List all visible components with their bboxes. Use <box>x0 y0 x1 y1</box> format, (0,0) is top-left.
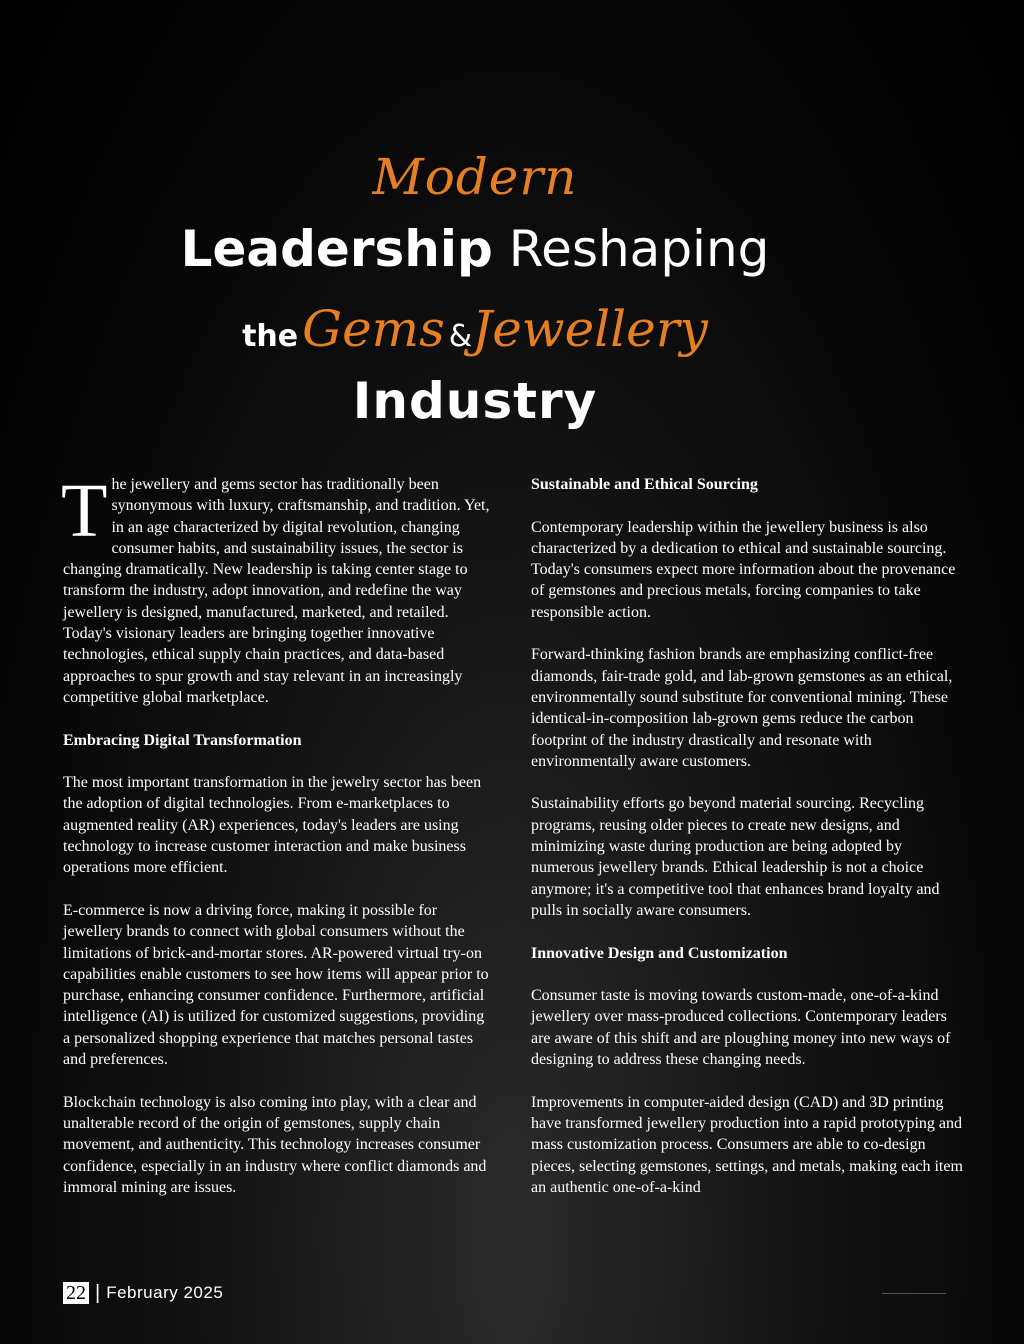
title-industry: Industry <box>352 372 598 430</box>
body-paragraph: Improvements in computer-aided design (CAD) and 3D printing have transformed jewellery production into a rapid prototyping and mass customization process. Consumers are able to co-design pieces, selecting gemstones, settings, and metals, making each item an authentic one-of-a-kind <box>531 1093 963 1196</box>
body-paragraph: Consumer taste is moving towards custom-made, one-of-a-kind jewellery over mass-produced collections. Contemporary leaders are aware of this shift and are ploughing money into new ways of designing to address these changing needs. <box>531 987 951 1069</box>
title-line-gems-jewellery <box>0 300 950 358</box>
heading-design-customization: Innovative Design and Customization <box>531 944 788 962</box>
issue-date: February 2025 <box>106 1283 224 1302</box>
title-ampersand: & <box>448 319 473 354</box>
title-modern: Modern <box>372 148 578 206</box>
footer-divider <box>882 1293 946 1294</box>
title-reshaping: Reshaping <box>508 220 770 278</box>
footer-separator: | <box>95 1281 101 1304</box>
intro-paragraph <box>61 469 495 708</box>
drop-cap: T <box>61 469 108 553</box>
body-paragraph: E-commerce is now a driving force, making it possible for jewellery brands to connect with global consumers without the limitations of brick-and-mortar stores. AR-powered virtual try-on capabilities enable customers to see how items will appear prior to purchase, enhancing consumer confidence. Furthermore, artificial intelligence (AI) is utilized for customized suggestions, providing a personalized shopping experience that matches personal tastes and preferences. <box>63 901 489 1069</box>
intro-text: he jewellery and gems sector has traditionally been synonymous with luxury, craftsmanship, and tradition. Yet, in an age characterized by digital revolution, changing consumer habits, and sustainability issues, the sector is changing dramatically. New leadership is taking center stage to transform the industry, adopt innovation, and redefine the way jewellery is designed, manufactured, marketed, and retailed. Today's visionary leaders are bringing together innovative technologies, ethical supply chain practices, and data-based approaches to spur growth and stay relevant in an increasingly competitive global marketplace. <box>63 476 490 706</box>
body-paragraph: Forward-thinking fashion brands are emphasizing conflict-free diamonds, fair-trade gold, and lab-grown gemstones as an ethical, environmentally sound substitute for conventional mining. These identical-in-composition lab-grown gems reduce the carbon footprint of the industry drastically and resonate with environmentally aware customers. <box>531 646 953 770</box>
title-line-leadership <box>0 220 950 278</box>
body-paragraph: The most important transformation in the jewelry sector has been the adoption of digital technologies. From e-marketplaces to augmented reality (AR) experiences, today's leaders are using technology to increase customer interaction and make business operations more efficient. <box>63 774 482 877</box>
right-column <box>531 474 963 1219</box>
title-leadership: Leadership <box>180 220 493 278</box>
title-the: the <box>242 319 299 354</box>
body-paragraph: Blockchain technology is also coming into play, with a clear and unalterable record of the origin of gemstones, supply chain movement, and authenticity. This technology increases consumer confidence, especially in an industry where conflict diamonds and immoral mining are issues. <box>63 1093 487 1196</box>
title-jewellery: Jewellery <box>472 300 708 358</box>
page-footer <box>63 1281 223 1305</box>
heading-ethical-sourcing: Sustainable and Ethical Sourcing <box>531 476 758 493</box>
heading-digital-transformation: Embracing Digital Transformation <box>63 731 302 749</box>
title-gems: Gems <box>302 300 445 358</box>
page-number: 22 <box>63 1282 89 1304</box>
body-paragraph: Sustainability efforts go beyond material sourcing. Recycling programs, reusing older pieces to create new designs, and minimizing waste during production are being adopted by numerous jewellery brands. Ethical leadership is not a choice anymore; it's a competitive tool that enhances brand loyalty and pulls in socially aware consumers. <box>531 795 940 919</box>
body-paragraph: Contemporary leadership within the jewellery business is also characterized by a dedication to ethical and sustainable sourcing. Today's consumers expect more information about the provenance of gemstones and precious metals, forcing companies to take responsible action. <box>531 518 956 621</box>
left-column <box>61 469 495 1219</box>
